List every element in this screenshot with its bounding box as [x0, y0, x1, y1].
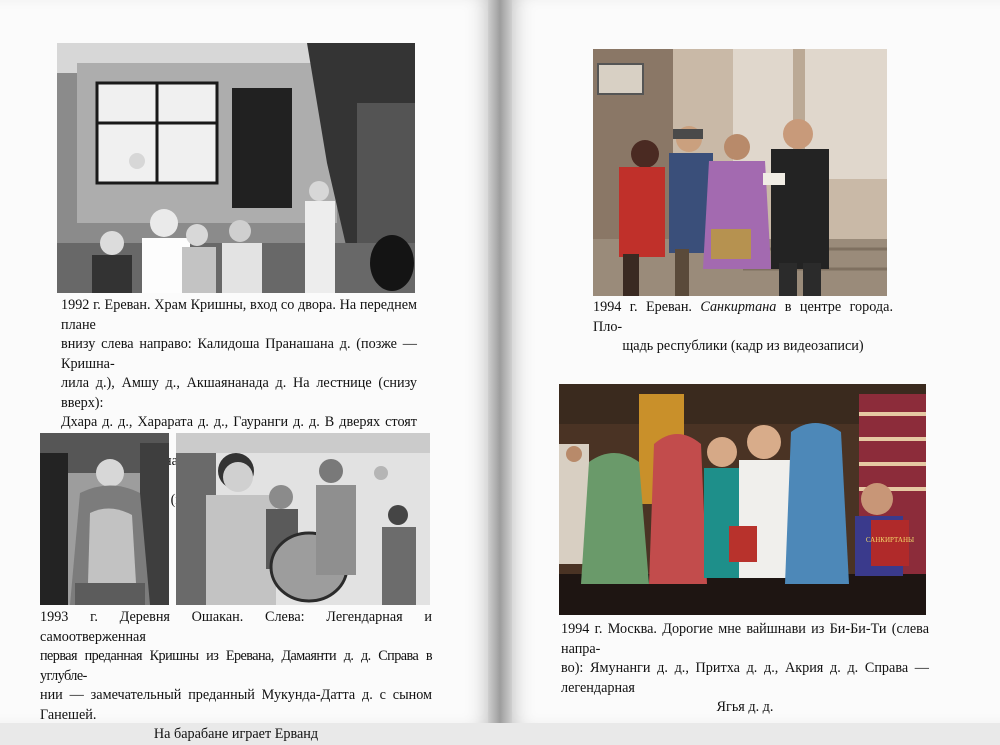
caption-oshakan: [40, 608, 432, 745]
book-gutter: [488, 0, 512, 723]
caption-line: Ягья д. д.: [716, 699, 774, 715]
photo-street-sankirtana: [593, 49, 887, 296]
photo-woman-seated: [40, 433, 169, 605]
caption-line: лила д.), Амшу д., Акшаянанада д. На лестнице (снизу вверх):: [61, 375, 417, 411]
caption-line: Дхара д. д., Харарата д. д., Гауранги д. д. В дверях стоят: [61, 414, 417, 430]
caption-italic-term: Санкиртана: [700, 299, 777, 315]
caption-line: 1993 г. Деревня Ошакан. Слева: Легендарная и самоотверженная: [40, 609, 432, 645]
photo-bookshop-group: [559, 384, 926, 615]
caption-line: [593, 298, 893, 337]
caption-line: 1994 г. Москва. Дорогие мне вайшнави из Би-Би-Ти (слева напра-: [561, 621, 929, 657]
caption-line: первая преданная Кришны из Еревана, Дамаянти д. д. Справа в углубле-: [40, 648, 432, 684]
caption-moscow: [561, 620, 929, 718]
caption-sankirtana: [593, 298, 893, 357]
caption-line: внизу слева направо: Калидоша Пранашана д. (позже — Кришна-: [61, 336, 417, 372]
caption-line: во): Ямунанги д. д., Притха д. д., Акрия д. д. Справа — легендарная: [561, 660, 929, 696]
caption-text: в центре города. Пло-: [593, 299, 893, 335]
photo-temple-courtyard: [57, 43, 415, 293]
photo-drum-player: [176, 433, 430, 605]
caption-line: щадь республики (кадр из видеозаписи): [622, 338, 864, 354]
caption-line: 1992 г. Ереван. Храм Кришны, вход со двора. На переднем плане: [61, 297, 417, 333]
book-title-text: САНКИРТАНЫ: [865, 536, 915, 544]
caption-line: нии — замечательный преданный Мукунда-Датта д. с сыном Ганешей.: [40, 687, 432, 723]
caption-line: На барабане играет Ерванд: [153, 726, 319, 742]
caption-text: 1994 г. Ереван.: [593, 299, 701, 315]
